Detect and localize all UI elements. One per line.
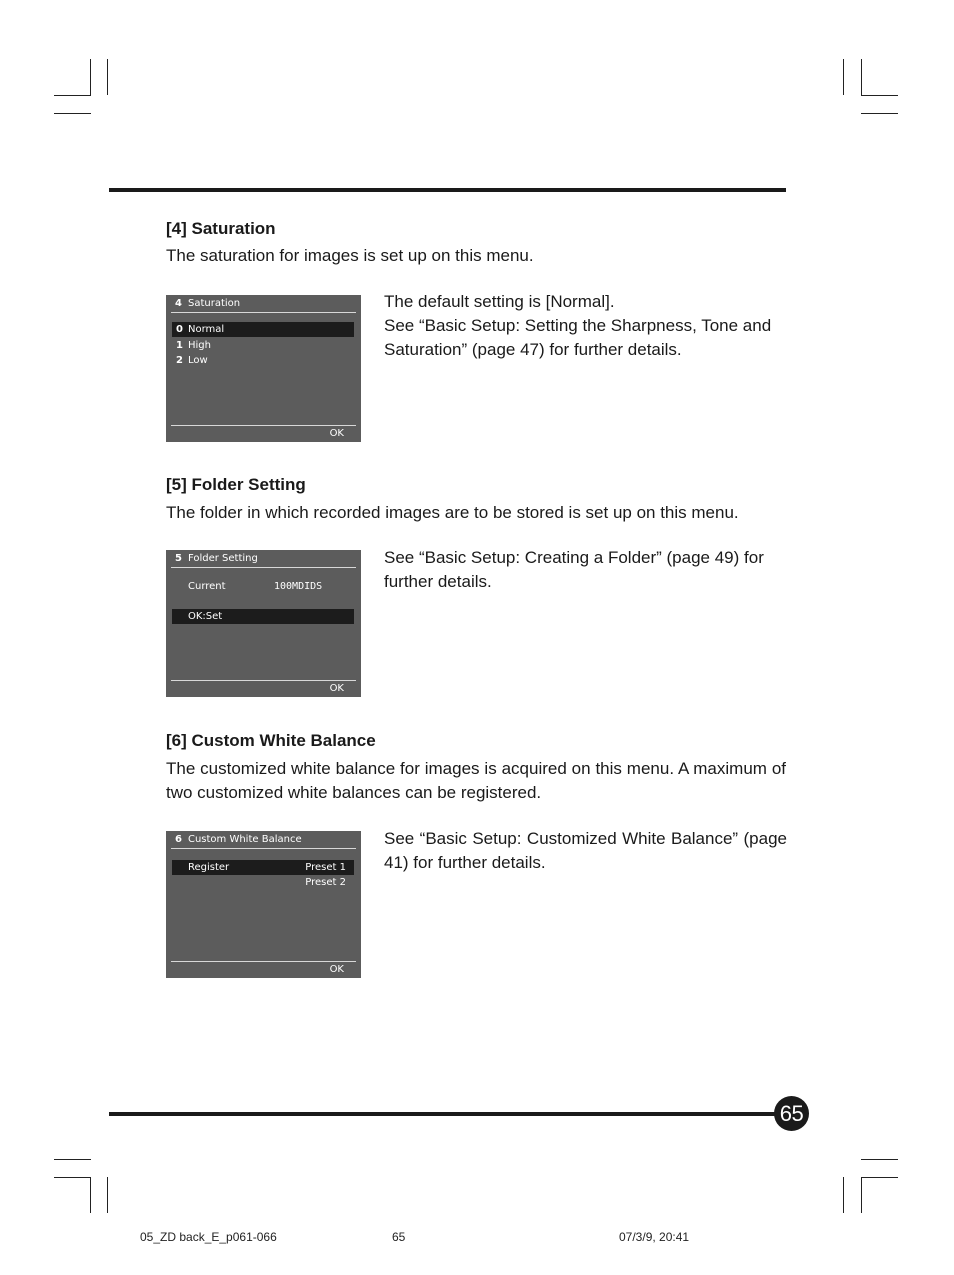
saturation-reference: See “Basic Setup: Setting the Sharpness, Tone and Saturation” (page 47) for further details. <box>384 316 772 359</box>
screen-title: 4 Saturation <box>175 298 241 309</box>
menu-option-high[interactable]: 1 High <box>176 340 211 351</box>
crop-mark <box>54 95 91 96</box>
ok-set-option[interactable]: OK:Set <box>172 609 354 624</box>
page-number-badge: 65 <box>774 1096 809 1131</box>
crop-mark <box>54 1159 91 1160</box>
section-heading-custom-white-balance: [6] Custom White Balance <box>166 731 376 750</box>
crop-mark <box>861 1159 898 1160</box>
divider <box>171 312 356 313</box>
section-heading-folder-setting: [5] Folder Setting <box>166 475 306 494</box>
divider <box>171 848 356 849</box>
crop-mark <box>861 113 898 114</box>
crop-mark <box>861 1177 898 1178</box>
divider <box>171 425 356 426</box>
crop-mark <box>861 59 862 95</box>
footer-filename: 05_ZD back_E_p061-066 <box>140 1230 277 1244</box>
custom-white-balance-screen <box>166 831 361 978</box>
folder-setting-screen <box>166 550 361 697</box>
saturation-menu-screen <box>166 295 361 442</box>
divider <box>171 567 356 568</box>
custom-white-balance-intro: The customized white balance for images is acquired on this menu. A maximum of two customized white balances can be registered. <box>166 759 786 802</box>
register-option[interactable]: Register Preset 1 <box>172 860 354 875</box>
saturation-intro: The saturation for images is set up on this menu. <box>166 246 534 265</box>
preset-2-option[interactable]: Preset 2 <box>305 877 346 888</box>
screen-title: 5 Folder Setting <box>175 553 258 564</box>
crop-mark <box>843 1177 844 1213</box>
footer-timestamp: 07/3/9, 20:41 <box>619 1230 690 1244</box>
saturation-default-note: The default setting is [Normal]. <box>384 292 615 311</box>
crop-mark <box>54 113 91 114</box>
ok-label: OK <box>329 428 344 439</box>
ok-label: OK <box>329 964 344 975</box>
crop-mark <box>90 1177 91 1213</box>
crop-mark <box>54 1177 91 1178</box>
custom-white-balance-reference: See “Basic Setup: Customized White Balance” (page 41) for further details. <box>384 829 787 872</box>
footer-rule <box>109 1112 779 1116</box>
preset-1-option: Preset 1 <box>305 862 346 873</box>
crop-mark <box>861 95 898 96</box>
folder-setting-intro: The folder in which recorded images are to be stored is set up on this menu. <box>166 503 739 522</box>
crop-mark <box>843 59 844 95</box>
ok-label: OK <box>329 683 344 694</box>
menu-option-normal[interactable]: 0 Normal <box>172 322 354 337</box>
crop-mark <box>90 59 91 95</box>
footer-page: 65 <box>392 1230 406 1244</box>
menu-option-low[interactable]: 2 Low <box>176 355 208 366</box>
screen-title: 6 Custom White Balance <box>175 834 302 845</box>
crop-mark <box>861 1177 862 1213</box>
folder-setting-reference: See “Basic Setup: Creating a Folder” (page 49) for further details. <box>384 548 764 591</box>
crop-mark <box>107 1177 108 1213</box>
header-rule <box>109 188 786 192</box>
current-folder-value: 100MDIDS <box>274 581 323 592</box>
divider <box>171 961 356 962</box>
section-heading-saturation: [4] Saturation <box>166 219 276 238</box>
divider <box>171 680 356 681</box>
crop-mark <box>107 59 108 95</box>
current-folder-row: Current 100MDIDS <box>188 581 323 592</box>
